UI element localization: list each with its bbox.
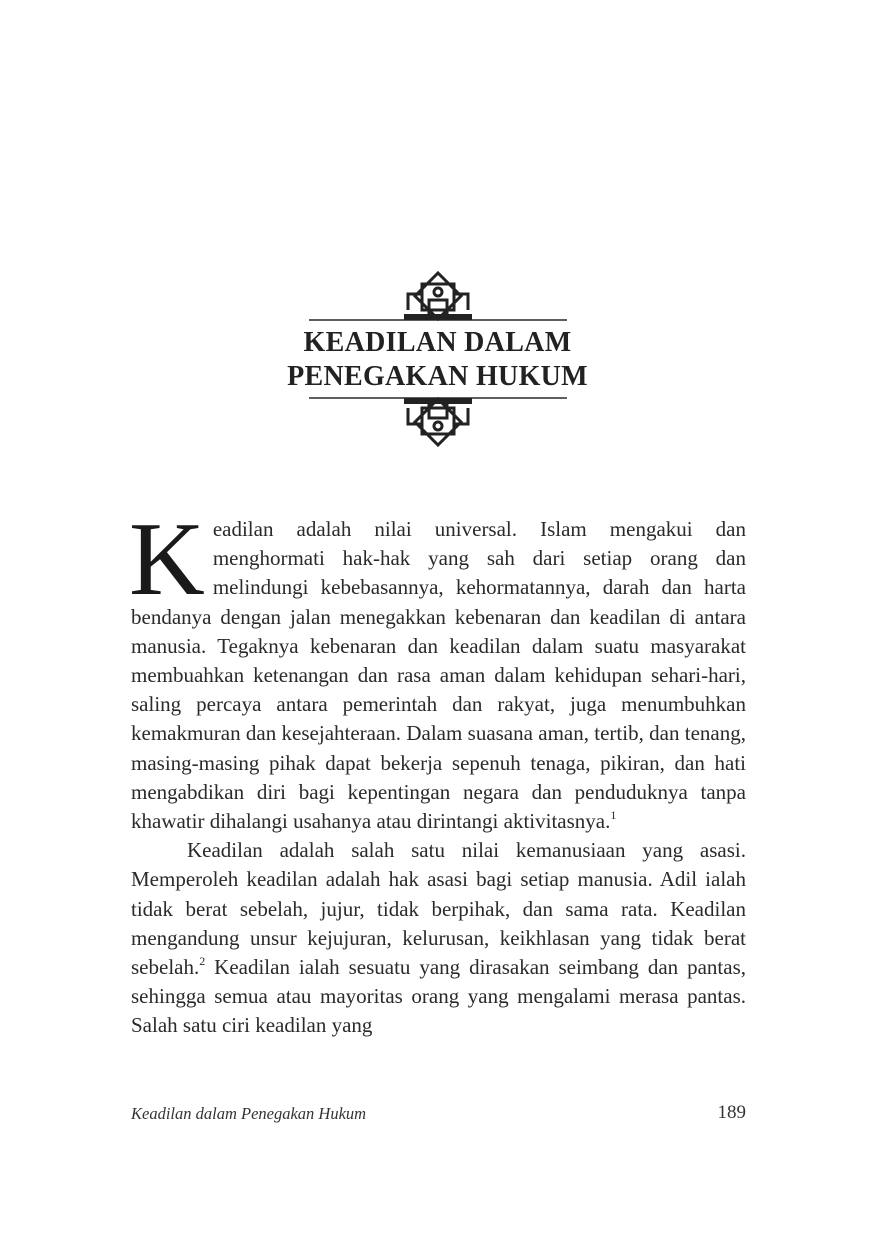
chapter-title-line-2: PENEGAKAN HUKUM bbox=[287, 361, 588, 392]
arabesque-ornament-icon bbox=[309, 392, 567, 448]
body-text bbox=[129, 500, 746, 1041]
paragraph-text: eadilan adalah nilai universal. Islam mengakui dan menghormati hak-hak yang sah dari setiap orang dan melindungi kebebasannya, kehormatannya, darah dan harta bendanya dengan jalan menegakkan kebenaran dan keadilan di antara manusia. Tegaknya kebenaran dan keadilan dalam suatu masyarakat membuahkan ketenangan dan rasa aman dalam kehidupan sehari-hari, saling percaya antara pemerintah dan rakyat, juga menumbuhkan kemakmuran dan kesejahteraan. Dalam suasana aman, tertib, dan tenang, masing-masing pihak dapat bekerja sepenuh tenaga, pikiran, dan hati mengabdikan diri bagi kepentingan negara dan penduduknya tanpa khawatir dihalangi usahanya atau dirintangi aktivitasnya. bbox=[131, 517, 746, 834]
paragraph bbox=[131, 836, 746, 1040]
running-footer-title: Keadilan dalam Penegakan Hukum bbox=[131, 1104, 367, 1123]
drop-cap: K bbox=[129, 500, 205, 617]
paragraph bbox=[129, 500, 746, 836]
footnote-ref[interactable]: 1 bbox=[610, 808, 617, 823]
chapter-title bbox=[240, 326, 635, 394]
paragraph-text: Keadilan ialah sesuatu yang dirasakan seimbang dan pantas, sehingga semua atau mayoritas orang yang mengalami merasa pantas. Salah satu ciri keadilan yang bbox=[131, 955, 746, 1038]
chapter-title-line-1: KEADILAN DALAM bbox=[303, 327, 572, 358]
page-number: 189 bbox=[717, 1102, 746, 1123]
arabesque-ornament-icon bbox=[309, 270, 567, 326]
paragraph-text: Keadilan adalah salah satu nilai kemanusiaan yang asasi. Memperoleh keadilan adalah hak asasi bagi setiap manusia. Adil ialah tidak berat sebelah, jujur, tidak berpihak, dan sama rata. Keadilan mengandung unsur kejujuran, kelurusan, keikhlasan yang tidak berat sebelah. bbox=[131, 838, 746, 980]
footnote-ref[interactable]: 2 bbox=[199, 954, 206, 969]
